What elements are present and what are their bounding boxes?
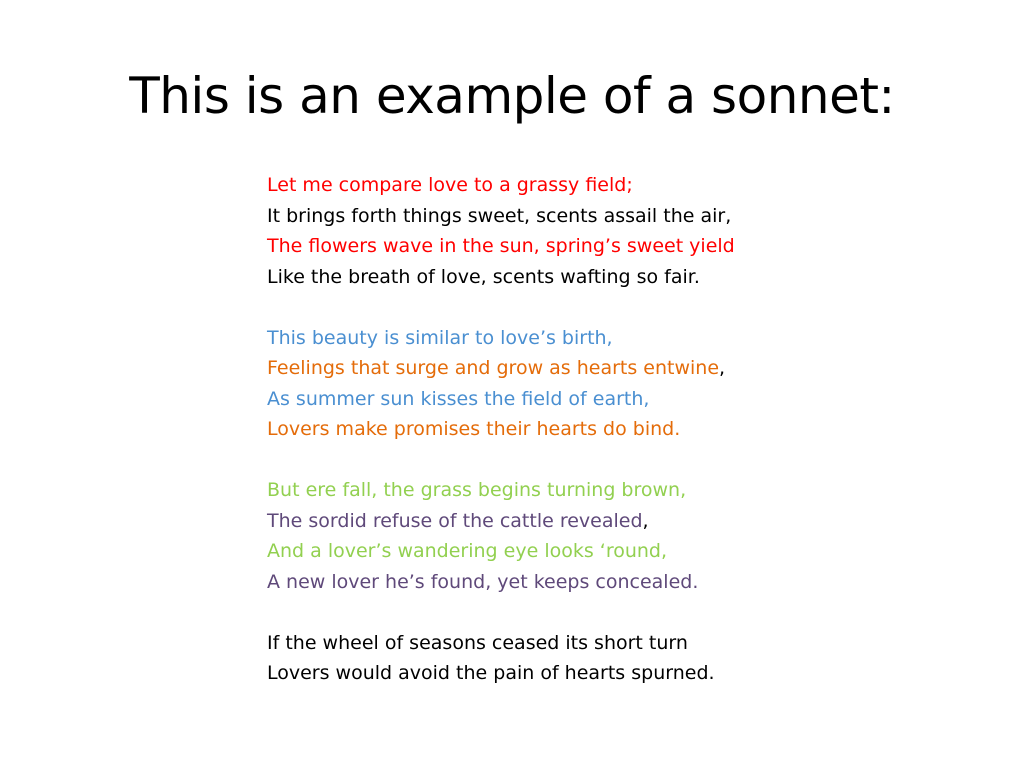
stanza3-line2-text: The sordid refuse of the cattle revealed: [267, 509, 643, 532]
stanza2-line2: [267, 353, 735, 384]
stanza2-line1: This beauty is similar to love’s birth,: [267, 326, 613, 349]
stanza2-line2-comma: ,: [719, 357, 726, 379]
couplet-line2: Lovers would avoid the pain of hearts spurned.: [267, 662, 715, 684]
stanza1-line4: Like the breath of love, scents wafting so fair.: [267, 265, 700, 288]
stanza3-line2: [267, 506, 735, 537]
stanza-break: [267, 445, 735, 476]
stanza3-line2-comma: ,: [642, 509, 649, 532]
stanza2-line2-text: Feelings that surge and grow as hearts entwine: [267, 357, 720, 379]
couplet-line1: If the wheel of seasons ceased its short turn: [267, 631, 688, 654]
stanza3-line4: A new lover he’s found, yet keeps concealed.: [267, 570, 699, 593]
slide-title: This is an example of a sonnet:: [129, 67, 895, 125]
stanza1-line3: The flowers wave in the sun, spring’s sweet yield: [267, 235, 735, 257]
sonnet: [267, 170, 735, 689]
stanza-break: [267, 292, 735, 323]
stanza3-line1: But ere fall, the grass begins turning brown,: [267, 479, 687, 501]
stanza2-line4: Lovers make promises their hearts do bind.: [267, 418, 681, 440]
stanza-break: [267, 597, 735, 628]
stanza3-line3: And a lover’s wandering eye looks ‘round,: [267, 540, 668, 562]
stanza1-line2: It brings forth things sweet, scents assail the air,: [267, 204, 732, 227]
stanza2-line3: As summer sun kisses the field of earth,: [267, 387, 650, 410]
stanza1-line1: Let me compare love to a grassy field;: [267, 174, 633, 196]
